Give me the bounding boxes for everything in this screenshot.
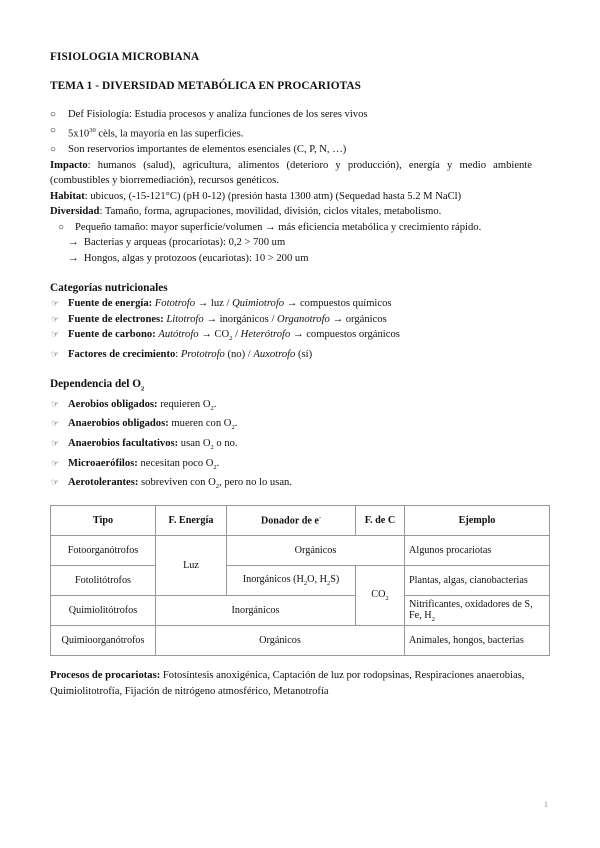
table-header-cell: F. Energía [156, 506, 227, 536]
table-cell-co2: $CO_2$ [356, 566, 405, 626]
hand-pointer-icon: ☞ [51, 298, 60, 309]
hand-pointer-icon: ☞ [51, 349, 60, 360]
table-cell-luz: Luz [156, 536, 227, 596]
table-row [51, 566, 550, 596]
metabolism-table [50, 505, 550, 656]
table-cell-donador: Orgánicos [227, 536, 405, 566]
table-cell-ejemplo: Algunos procariotas [405, 536, 550, 566]
hand-pointer-icon: ☞ [51, 457, 60, 468]
dependencia-item: ☞ Aerotolerantes: sobreviven con $O_2$, pero no lo usan. [51, 477, 292, 491]
categoria-item: ☞ Fuente de electrones: Litotrofo → inorgánicos / Organotrofo → orgánicos [50, 312, 532, 328]
table-row [51, 536, 550, 566]
procesos-paragraph: Procesos de procariotas: Fotosíntesis anoxigénica, Captación de luz por rodopsinas, Respiraciones anaerobias, Quimiolitotrofía, Fijación de nitrógeno atmosférico, Metanotrofía [50, 670, 525, 697]
document-page [50, 50, 532, 699]
table-cell-donador: Orgánicos [156, 626, 405, 656]
table-cell-ejemplo: Nitrificantes, oxidadores de S, Fe, $H_2$ [405, 596, 550, 626]
table-cell-ejemplo: Animales, hongos, bacterias [405, 626, 550, 656]
bullet-item: ○ Def Fisiología: Estudia procesos y analiza funciones de los seres vivos [50, 107, 532, 123]
circle-bullet-icon: ○ [58, 221, 65, 233]
hand-pointer-icon: ☞ [51, 418, 60, 429]
arrow-item: → Bacterias y arqueas (procariotas): 0,2 > 700 um [68, 237, 286, 249]
categoria-item: ☞ Fuente de carbono: Autótrofo → $CO_2$ / Heterótrofo → compuestos orgánicos [51, 329, 400, 343]
table-header-cell: F. de C [356, 506, 405, 536]
table-row [51, 626, 550, 656]
arrow-item: → Hongos, algas y protozoos (eucariotas): 10 > 200 um [68, 253, 309, 265]
arrow-right-icon: → [68, 253, 79, 265]
circle-bullet-icon: ○ [50, 143, 57, 155]
table-cell-tipo: Quimioorganótrofos [51, 626, 156, 656]
hand-pointer-icon: ☞ [51, 313, 60, 324]
page-number: 1 [544, 800, 548, 809]
circle-bullet-icon: ○ [50, 124, 57, 136]
table-cell-tipo: Fotoorganótrofos [51, 536, 156, 566]
dependencia-heading: Dependencia del $O_2$ [50, 377, 145, 392]
arrow-right-icon: → [68, 237, 79, 249]
circle-bullet-icon: ○ [50, 109, 57, 121]
dependencia-item: ☞ Anaerobios facultativos: usan $O_2$ o no. [51, 437, 238, 452]
table-cell-tipo: Quimiolitótrofos [51, 596, 156, 626]
table-cell-ejemplo: Plantas, algas, cianobacterias [405, 566, 550, 596]
table-row [51, 596, 550, 626]
table-header-cell: Ejemplo [405, 506, 550, 536]
table-cell-tipo: Fotolitótrofos [51, 566, 156, 596]
table-cell-donador: Inorgánicos [156, 596, 356, 626]
bullet-item: ○ Son reservorios importantes de elementos esenciales (C, P, N, …) [50, 142, 532, 158]
table-header-cell: Donador de e- [227, 506, 356, 536]
categoria-item: ☞ Fuente de energía: Fototrofo → luz / Quimiotrofo → compuestos químicos [50, 296, 532, 312]
dependencia-item: ☞ Microaerófilos: necesitan poco $O_2$. [51, 457, 220, 471]
tema-heading: TEMA 1 - DIVERSIDAD METABÓLICA EN PROCARIOTAS [50, 79, 362, 92]
dependencia-item: ☞ Anaerobios obligados: mueren con $O_2$. [51, 418, 238, 432]
bullet-item: ○ $5x10^{30}$ cèls, la mayoría en las superficies. [50, 124, 244, 140]
table-header-row [51, 506, 550, 536]
dependencia-item: ☞ Aerobios obligados: requieren $O_2$. [51, 398, 217, 412]
bullet-item: ○ Pequeño tamaño: mayor superficie/volumen → más eficiencia metabólica y crecimiento rápido. [50, 220, 532, 236]
impacto-paragraph: Impacto: humanos (salud), agricultura, alimentos (deterioro y producción), energía y medio ambiente (combustibles y biorremediación), recursos genéticos. [50, 159, 532, 187]
categoria-item: ☞ Factores de crecimiento: Prototrofo (no) / Auxotrofo (sí) [50, 347, 532, 363]
hand-pointer-icon: ☞ [51, 477, 60, 488]
hand-pointer-icon: ☞ [51, 398, 60, 409]
hand-pointer-icon: ☞ [51, 329, 60, 340]
table-cell-donador: Inorgánicos ($H_2O$, $H_2S$) [227, 566, 356, 596]
habitat-paragraph: Habitat: ubicuos, (-15-121°C) (pH 0-12) (presión hasta 1300 atm) (Sequedad hasta 5.2 M NaCl) [50, 190, 462, 202]
diversidad-paragraph: Diversidad: Tamaño, forma, agrupaciones, movilidad, división, ciclos vitales, metabolismo. [50, 206, 442, 218]
categorias-heading: Categorías nutricionales [50, 281, 168, 294]
table-header-cell: Tipo [51, 506, 156, 536]
hand-pointer-icon: ☞ [51, 437, 60, 448]
document-title: FISIOLOGIA MICROBIANA [50, 51, 200, 63]
